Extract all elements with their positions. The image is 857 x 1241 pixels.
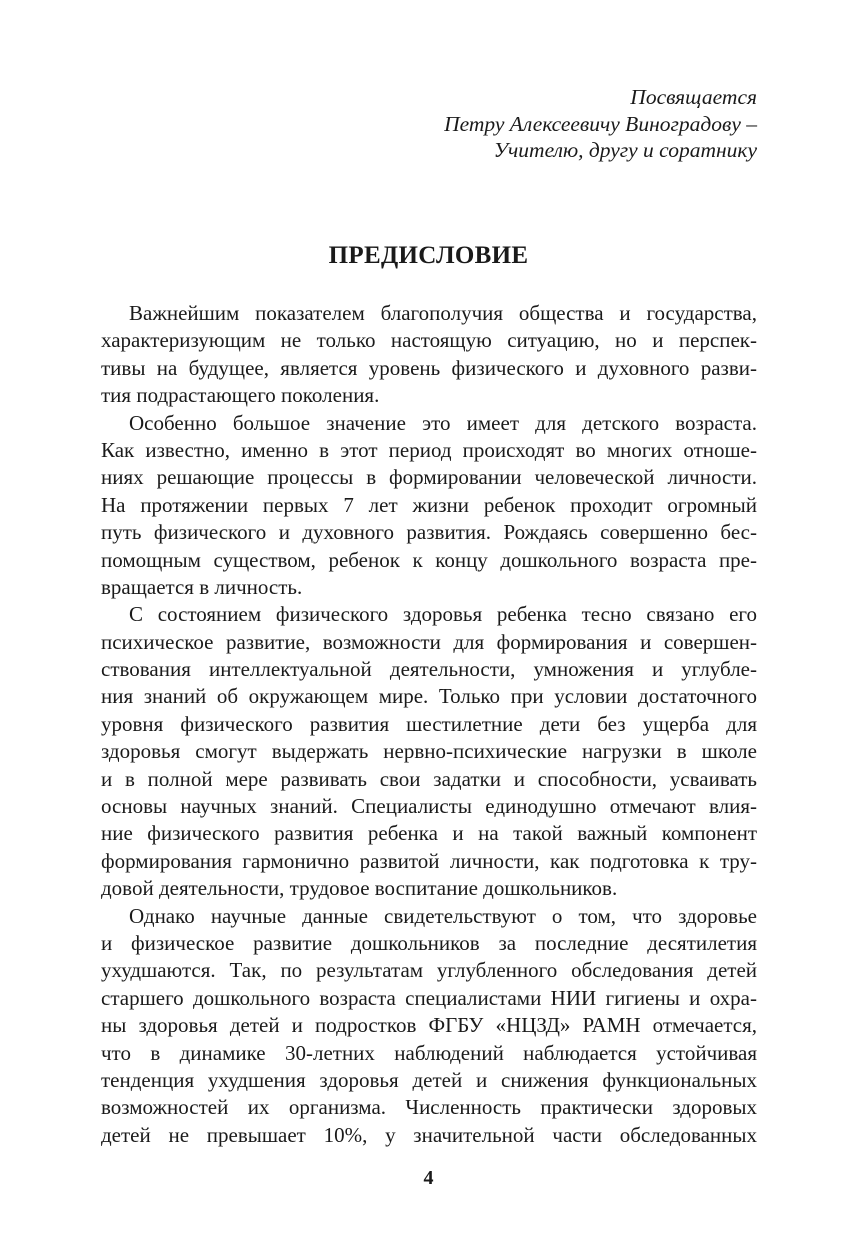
text-line: вращается в личность.: [101, 574, 303, 599]
text-line: что в динамике 30-летних наблюдений наблюдается устойчивая: [101, 1040, 757, 1065]
text-line: детей не превышает 10%, у значительной части обследованных: [101, 1122, 757, 1147]
paragraph: [101, 601, 757, 902]
text-line: возможностей их организма. Численность практически здоровых: [101, 1095, 757, 1120]
text-line: Особенно большое значение это имеет для детского возраста.: [129, 410, 757, 435]
dedication-line: Петру Алексеевичу Виноградову –: [444, 111, 757, 136]
text-line: старшего дошкольного возраста специалистами НИИ гигиены и охра-: [101, 985, 757, 1010]
text-line: тивы на будущее, является уровень физического и духовного разви-: [101, 355, 757, 380]
text-line: довой деятельности, трудовое воспитание дошкольников.: [101, 876, 618, 901]
dedication: [444, 84, 757, 164]
paragraph: [101, 410, 757, 602]
text-line: и физическое развитие дошкольников за последние десятилетия: [101, 930, 757, 955]
text-line: психическое развитие, возможности для формирования и совершен-: [101, 629, 757, 654]
paragraph: [101, 903, 757, 1150]
text-line: путь физического и духовного развития. Рождаясь совершенно бес-: [101, 520, 757, 545]
dedication-line: Посвящается: [630, 85, 757, 109]
text-line: формирования гармонично развитой личности, как подготовка к тру-: [101, 848, 757, 873]
text-line: уровня физического развития шестилетние дети без ущерба для: [101, 711, 757, 736]
text-line: помощным существом, ребенок к концу дошкольного возраста пре-: [101, 547, 757, 572]
text-line: и в полной мере развивать свои задатки и способности, усваивать: [101, 766, 757, 791]
text-line: основы научных знаний. Специалисты единодушно отмечают влия-: [101, 794, 757, 819]
text-line: ние физического развития ребенка и на такой важный компонент: [101, 821, 757, 846]
text-line: На протяжении первых 7 лет жизни ребенок проходит огромный: [101, 492, 757, 517]
text-line: С состоянием физического здоровья ребенка тесно связано его: [129, 602, 757, 627]
page-title: ПРЕДИСЛОВИЕ: [328, 242, 529, 269]
paragraph: [101, 300, 757, 410]
text-line: тия подрастающего поколения.: [101, 383, 380, 408]
text-line: здоровья смогут выдержать нервно-психические нагрузки в школе: [101, 739, 757, 764]
text-line: характеризующим не только настоящую ситуацию, но и перспек-: [101, 328, 757, 353]
text-line: Однако научные данные свидетельствуют о том, что здоровье: [129, 903, 757, 928]
page-number: 4: [423, 1167, 434, 1189]
text-line: Как известно, именно в этот период происходят во многих отноше-: [101, 437, 757, 462]
text-line: ствования интеллектуальной деятельности, умножения и углубле-: [101, 657, 757, 682]
text-line: ны здоровья детей и подростков ФГБУ «НЦЗД» РАМН отмечается,: [101, 1013, 757, 1038]
text-line: ния знаний об окружающем мире. Только при условии достаточного: [101, 684, 757, 709]
dedication-line: Учителю, другу и соратнику: [493, 138, 757, 162]
body-text: [101, 300, 757, 1149]
text-line: ухудшаются. Так, по результатам углубленного обследования детей: [101, 958, 757, 983]
text-line: ниях решающие процессы в формировании человеческой личности.: [101, 465, 757, 490]
text-line: тенденция ухудшения здоровья детей и снижения функциональных: [101, 1067, 757, 1092]
text-line: Важнейшим показателем благополучия общества и государства,: [129, 301, 757, 325]
